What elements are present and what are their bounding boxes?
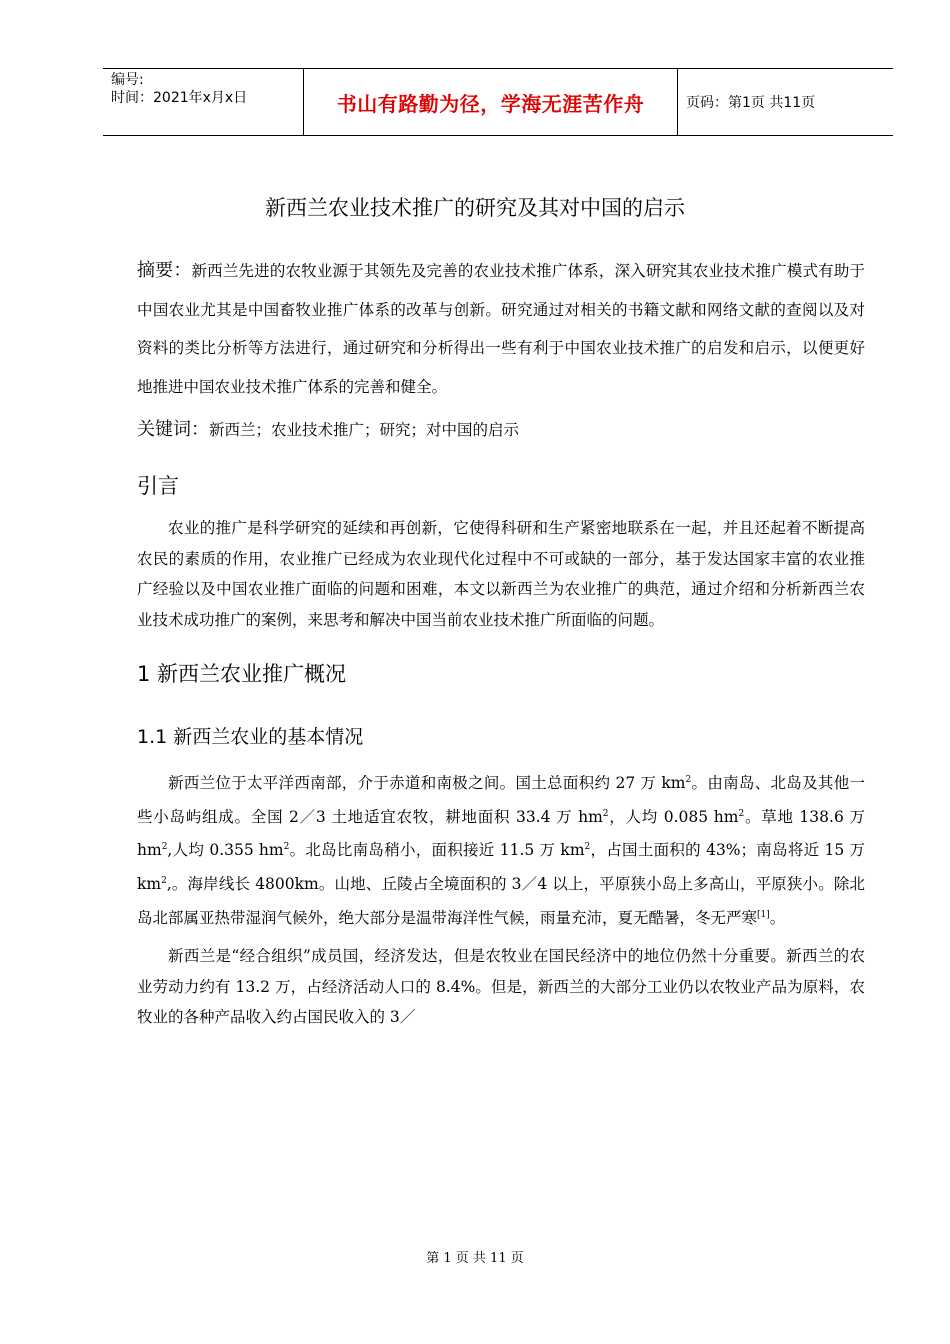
section-1-1-heading: 1.1 新西兰农业的基本情况	[137, 726, 364, 748]
superscript: 2	[685, 775, 692, 785]
paragraph-text-segment: ，人均 0.085 hm	[608, 807, 739, 826]
abstract	[137, 252, 865, 406]
citation: [1]	[757, 909, 770, 920]
page-label: 页码：第1页 共11页	[686, 95, 816, 111]
paragraph-text-segment: ，占国土面积的 43%；南岛将近 15 万 km	[137, 841, 865, 894]
section-1-1-paragraph-2: 新西兰是“经合组织”成员国，经济发达，但是农牧业在国民经济中的地位仍然十分重要。新西兰的农业劳动力约有 13.2 万，占经济活动人口的 8.4%。但是，新西兰的大部分工业仍以农牧业产品为原料，农牧业的各种产品收入约占国民收入的 3／	[137, 947, 865, 1027]
superscript: 2	[738, 808, 745, 819]
keywords-label: 关键词：	[137, 419, 209, 440]
paragraph-text-segment: 。	[769, 908, 786, 927]
paragraph-text-segment: ,。海岸线长 4800km。山地、丘陵占全境面积的 3／4 以上，平原狭小岛上多高山，平原狭小。除北岛北部属亚热带湿润气候外，绝大部分是温带海洋性气候，雨量充沛，夏无酷暑，冬无严寒	[137, 875, 865, 927]
keywords	[137, 415, 865, 445]
abstract-label: 摘要：	[137, 260, 192, 281]
keywords-text: 新西兰；农业技术推广；研究；对中国的启示	[209, 421, 520, 439]
paragraph-text-segment: 。草地 138.6 万 hm	[137, 807, 865, 860]
page-footer: 第 1 页 共 11 页	[426, 1251, 524, 1266]
paragraph-text-segment: 。由南岛、北岛及其他一些小岛屿组成。全国 2／3 土地适宜农牧，耕地面积 33.4 万 hm	[137, 774, 865, 826]
header-page-cell	[678, 69, 893, 135]
section-1-heading: 1 新西兰农业推广概况	[137, 662, 347, 686]
time-label: 时间：2021年x月x日	[111, 90, 248, 106]
document-header	[103, 68, 893, 136]
superscript: 2	[283, 842, 290, 853]
superscript: 2	[602, 808, 609, 819]
document-title: 新西兰农业技术推广的研究及其对中国的启示	[265, 196, 685, 220]
abstract-text: 新西兰先进的农牧业源于其领先及完善的农业技术推广体系，深入研究其农业技术推广模式有助于中国农业尤其是中国畜牧业推广体系的改革与创新。研究通过对相关的书籍文献和网络文献的查阅以及对资料的类比分析等方法进行，通过研究和分析得出一些有利于中国农业技术推广的启发和启示，以便更好地推进中国农业技术推广体系的完善和健全。	[137, 262, 865, 396]
superscript: 2	[161, 875, 167, 886]
paragraph-text-segment: 新西兰位于太平洋西南部，介于赤道和南极之间。国土总面积约 27 万 km	[168, 774, 686, 793]
motto-text: 书山有路勤为径，学海无涯苦作舟	[336, 91, 645, 116]
paragraph-text-segment: ,人均 0.355 hm	[167, 841, 284, 860]
header-info-cell	[103, 69, 304, 135]
document-body	[137, 252, 865, 1033]
intro-heading: 引言	[137, 474, 179, 498]
header-motto-cell	[304, 69, 678, 135]
superscript: 2	[161, 842, 168, 853]
section-1-1-paragraph-1	[137, 765, 865, 933]
intro-paragraph: 农业的推广是科学研究的延续和再创新，它使得科研和生产紧密地联系在一起，并且还起着不断提高农民的素质的作用，农业推广已经成为农业现代化过程中不可或缺的一部分，基于发达国家丰富的农业推广经验以及中国农业推广面临的问题和困难，本文以新西兰为农业推广的典范，通过介绍和分析新西兰农业技术成功推广的案例，来思考和解决中国当前农业技术推广所面临的问题。	[137, 519, 865, 629]
superscript: 2	[584, 842, 591, 853]
paragraph-text-segment: 。北岛比南岛稍小，面积接近 11.5 万 km	[289, 841, 585, 860]
number-label: 编号:	[111, 72, 144, 88]
